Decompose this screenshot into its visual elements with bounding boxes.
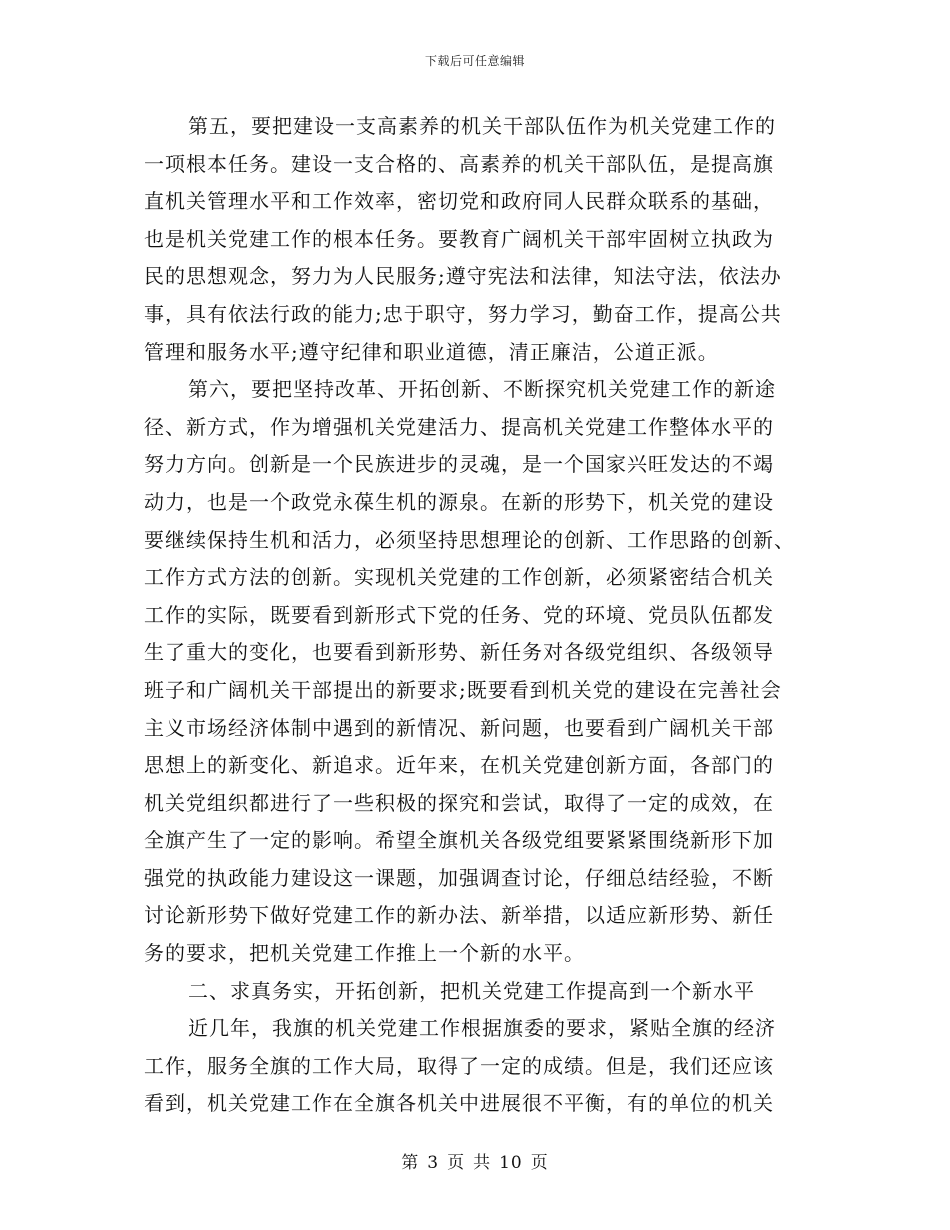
footer-prefix: 第 (401, 1153, 420, 1173)
paragraph-line: 生了重大的变化，也要看到新形势、新任务对各级党组织、各级领导 (144, 640, 774, 665)
paragraph-line: 工作的实际，既要看到新形式下党的任务、党的环境、党员队伍都发 (144, 602, 774, 627)
paragraph-line: 务的要求，把机关党建工作推上一个新的水平。 (144, 941, 585, 966)
paragraph-line: 民的思想观念，努力为人民服务;遵守宪法和法律，知法守法，依法办 (144, 264, 782, 289)
paragraph-line: 全旗产生了一定的影响。希望全旗机关各级党组要紧紧围绕新形下加 (144, 828, 774, 853)
paragraph-line: 工作方式方法的创新。实现机关党建的工作创新，必须紧密结合机关 (144, 565, 774, 590)
paragraph-line: 看到，机关党建工作在全旗各机关中进展很不平衡，有的单位的机关 (144, 1091, 774, 1116)
paragraph-line: 直机关管理水平和工作效率，密切党和政府同人民群众联系的基础， (144, 189, 774, 214)
paragraph-line: 工作，服务全旗的工作大局，取得了一定的成绩。但是，我们还应该 (144, 1053, 774, 1078)
paragraph-line: 近几年，我旗的机关党建工作根据旗委的要求，紧贴全旗的经济 (188, 1016, 776, 1041)
paragraph-line: 径、新方式，作为增强机关党建活力、提高机关党建工作整体水平的 (144, 414, 774, 439)
paragraph-line: 也是机关党建工作的根本任务。要教育广阔机关干部牢固树立执政为 (144, 226, 774, 251)
footer-page-number: 3 (427, 1153, 440, 1173)
paragraph-line: 管理和服务水平;遵守纪律和职业道德，清正廉洁，公道正派。 (144, 339, 719, 364)
paragraph-line: 思想上的新变化、新追求。近年来，在机关党建创新方面，各部门的 (144, 753, 774, 778)
paragraph-line: 一项根本任务。建设一支合格的、高素养的机关干部队伍，是提高旗 (144, 151, 774, 176)
page-header: 下载后可任意编辑 (424, 54, 525, 68)
section-heading: 二、求真务实，开拓创新，把机关党建工作提高到一个新水平 (188, 978, 755, 1003)
footer-suffix: 页 (530, 1153, 549, 1173)
body-text (144, 108, 804, 1123)
paragraph-line: 要继续保持生机和活力，必须坚持思想理论的创新、工作思路的创新、 (144, 527, 795, 552)
footer-middle1: 页 (447, 1153, 466, 1173)
page-footer (0, 1148, 950, 1173)
paragraph-line: 努力方向。创新是一个民族进步的灵魂，是一个国家兴旺发达的不竭 (144, 452, 774, 477)
paragraph-line: 强党的执政能力建设这一课题，加强调查讨论，仔细总结经验，不断 (144, 865, 774, 890)
paragraph-line: 第六，要把坚持改革、开拓创新、不断探究机关党建工作的新途 (188, 377, 776, 402)
paragraph-line: 动力，也是一个政党永葆生机的源泉。在新的形势下，机关党的建设 (144, 489, 774, 514)
paragraph-line: 事，具有依法行政的能力;忠于职守，努力学习，勤奋工作，提高公共 (144, 301, 782, 326)
paragraph-line: 讨论新形势下做好党建工作的新办法、新举措，以适应新形势、新任 (144, 903, 774, 928)
paragraph-line: 机关党组织都进行了一些积极的探究和尝试，取得了一定的成效，在 (144, 790, 774, 815)
paragraph-line: 第五，要把建设一支高素养的机关干部队伍作为机关党建工作的 (188, 114, 776, 138)
footer-middle2: 共 (473, 1153, 492, 1173)
paragraph-line: 主义市场经济体制中遇到的新情况、新问题，也要看到广阔机关干部 (144, 715, 774, 740)
footer-total-pages: 10 (499, 1153, 523, 1173)
paragraph-line: 班子和广阔机关干部提出的新要求;既要看到机关党的建设在完善社会 (144, 677, 782, 702)
